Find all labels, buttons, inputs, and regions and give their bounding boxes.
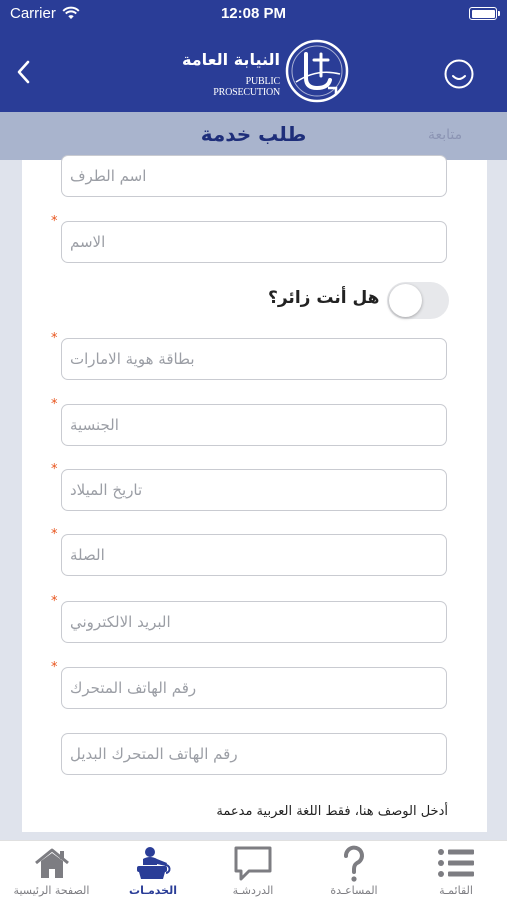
emblem-icon bbox=[284, 38, 350, 104]
services-icon bbox=[133, 845, 173, 883]
battery-icon bbox=[469, 7, 497, 20]
tab-home[interactable] bbox=[0, 841, 103, 900]
tab-chat[interactable] bbox=[203, 841, 303, 900]
tab-bar bbox=[0, 840, 507, 900]
emirates-id-field[interactable] bbox=[61, 338, 447, 380]
toggle-knob bbox=[389, 284, 422, 317]
nationality-input[interactable] bbox=[62, 405, 446, 445]
tab-menu[interactable] bbox=[405, 841, 507, 900]
name-input[interactable] bbox=[62, 222, 446, 262]
page-title: طلب خدمة bbox=[200, 122, 307, 146]
logo-arabic-text: النيابة العامة bbox=[182, 50, 280, 69]
date-of-birth-input[interactable] bbox=[62, 470, 446, 510]
tab-help-label: المساعـدة bbox=[330, 884, 378, 897]
logo-english-text: PUBLIC PROSECUTION bbox=[213, 76, 280, 98]
required-marker: * bbox=[51, 527, 58, 542]
email-field[interactable] bbox=[61, 601, 447, 643]
emirates-id-input[interactable] bbox=[62, 339, 446, 379]
status-bar bbox=[0, 0, 507, 28]
home-icon bbox=[32, 845, 72, 881]
nationality-field[interactable] bbox=[61, 404, 447, 446]
navigation-bar bbox=[0, 28, 507, 112]
relation-field[interactable] bbox=[61, 534, 447, 576]
chat-icon bbox=[233, 845, 273, 883]
required-marker: * bbox=[51, 214, 58, 229]
mobile-input[interactable] bbox=[62, 668, 446, 708]
required-marker: * bbox=[51, 462, 58, 477]
required-marker: * bbox=[51, 660, 58, 675]
tab-services-label: الخدمـات bbox=[129, 884, 177, 897]
tab-services[interactable] bbox=[103, 841, 203, 900]
visitor-toggle-label: هل أنت زائر؟ bbox=[268, 288, 380, 308]
alternate-mobile-field[interactable] bbox=[61, 733, 447, 775]
question-icon bbox=[339, 845, 369, 883]
list-menu-icon bbox=[436, 845, 476, 881]
party-name-field[interactable] bbox=[61, 155, 447, 197]
smiley-icon bbox=[443, 58, 475, 90]
email-input[interactable] bbox=[62, 602, 446, 642]
required-marker: * bbox=[51, 331, 58, 346]
date-of-birth-field[interactable] bbox=[61, 469, 447, 511]
public-prosecution-logo bbox=[180, 36, 350, 106]
tab-home-label: الصفحة الرئيسية bbox=[13, 884, 90, 897]
required-marker: * bbox=[51, 397, 58, 412]
mobile-field[interactable] bbox=[61, 667, 447, 709]
tab-help[interactable] bbox=[303, 841, 405, 900]
required-marker: * bbox=[51, 594, 58, 609]
profile-button[interactable] bbox=[443, 58, 475, 90]
page-header bbox=[0, 112, 507, 160]
carrier-label: Carrier bbox=[10, 5, 56, 22]
back-button[interactable] bbox=[10, 54, 40, 90]
party-name-input[interactable] bbox=[62, 156, 446, 196]
alternate-mobile-input[interactable] bbox=[62, 734, 446, 774]
name-field[interactable] bbox=[61, 221, 447, 263]
visitor-toggle[interactable] bbox=[387, 282, 449, 319]
tab-chat-label: الدردشـة bbox=[232, 884, 274, 897]
description-hint: أدخل الوصف هنا، فقط اللغة العربية مدعمة bbox=[216, 804, 448, 819]
follow-link[interactable]: متابعة bbox=[428, 127, 463, 143]
clock: 12:08 PM bbox=[220, 5, 287, 22]
tab-menu-label: القائمـة bbox=[439, 884, 473, 897]
chevron-left-icon bbox=[10, 54, 40, 90]
relation-input[interactable] bbox=[62, 535, 446, 575]
